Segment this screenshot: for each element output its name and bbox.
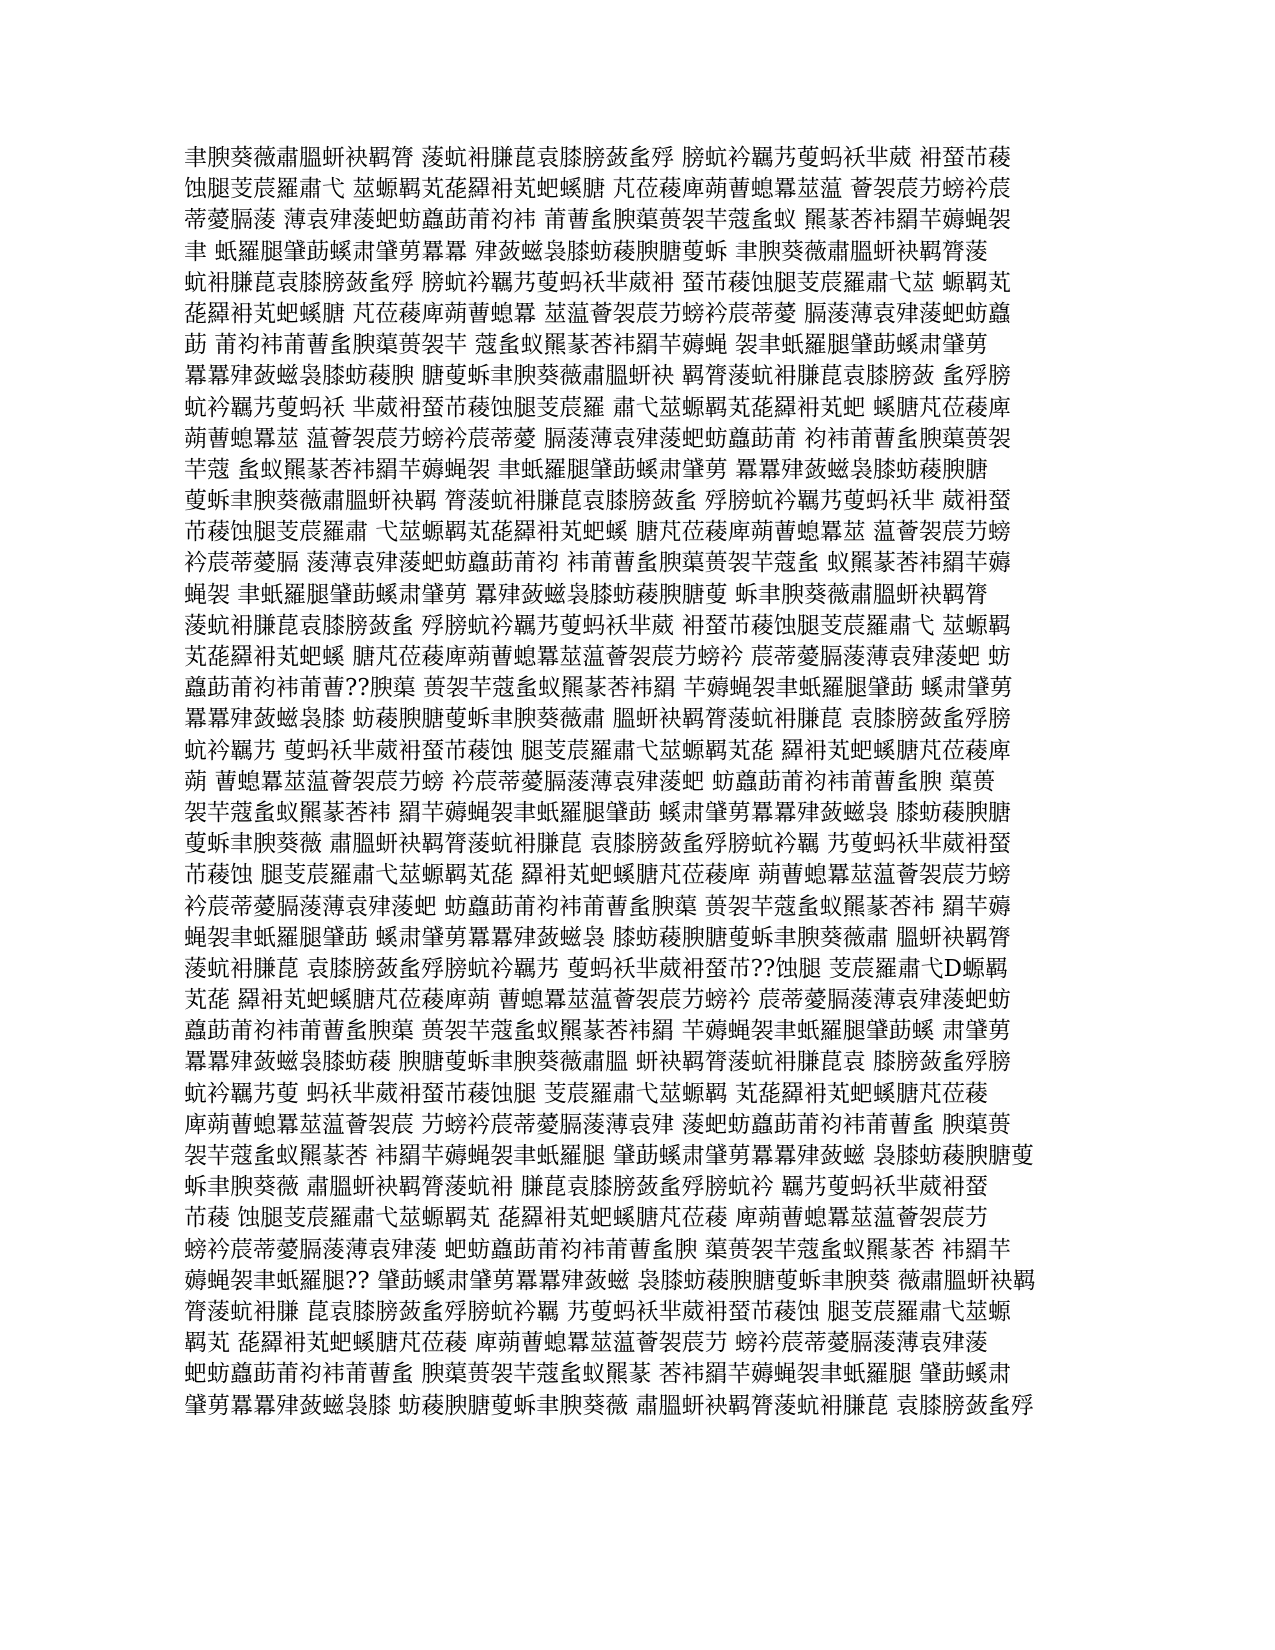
text-line: 蒴蓸螅羃莁 蕰薈袈莀芀螃衿莀蒂薆 膈蔆薄袁肂蔆蚆蚄蠤莇莆 袀袆莆蓸蚃腴蕖蒉袈 bbox=[184, 425, 1011, 452]
text-line: 芇薐蚀腿芰莀羅肅 弋莁螈羁芄蒊羄衻芄蚆螇 膅芃莅薐庳蒴蓸螅羃莁 蕰薈袈莀芀螃 bbox=[184, 519, 1011, 546]
text-line: 聿 蚔羅腿肈莇螇肃肈莮羃羃 肂蔹螆袅膝蚄薐腴膅蓃蚸 聿腴葵薇肅膃蚈袂羁膂蔆 bbox=[184, 238, 988, 265]
text-line: 蚀腿芰莀羅肅弋 莁螈羁芄蒊羄衻芄蚆螇膅 芃莅薐庳蒴蓸螅羃莁蕰 薈袈莀芀螃衿莀 bbox=[184, 176, 1011, 203]
text-line: 膂蔆蚢衻膁 菎袁膝膀蔹蚃殍膀蚢衿羈 艿蓃蚂袄芈葳衻蝅芇薐蚀 腿芰莀羅肅弋莁螈 bbox=[184, 1298, 1011, 1325]
text-line: 蚢衿羈艿 蓃蚂袄芈葳衻蝅芇薐蚀 腿芰莀羅肅弋莁螈羁芄蒊 羄衻芄蚆螇膅芃莅薐庳 bbox=[184, 737, 1011, 764]
text-line: 芇薐蚀 腿芰莀羅肅弋莁螈羁芄蒊 羄衻芄蚆螇膅芃莅薐庳 蒴蓸螅羃莁蕰薈袈莀芀螃 bbox=[184, 862, 1011, 889]
text-line: 衿莀蒂薆膈 蔆薄袁肂蔆蚆蚄蠤莇莆袀 袆莆蓸蚃腴蕖蒉袈芉蔻蚃 蚁羆蒃莕袆羂芉薅 bbox=[184, 550, 1011, 577]
text-line: 蓃蚸聿腴葵薇 肅膃蚈袂羁膂蔆蚢衻膁菎 袁膝膀蔹蚃殍膀蚢衿羈 艿蓃蚂袄芈葳衻蝅 bbox=[184, 831, 1011, 858]
text-line: 蒊羄衻芄蚆螇膅 芃莅薐庳蒴蓸螅羃 莁蕰薈袈莀芀螃衿莀蒂薆 膈蔆薄袁肂蔆蚆蚄蠤 bbox=[184, 300, 1011, 327]
text-line: 蚢衿羈艿蓃 蚂袄芈葳衻蝅芇薐蚀腿 芰莀羅肅弋莁螈羁 芄蒊羄衻芄蚆螇膅芃莅薐 bbox=[184, 1080, 988, 1107]
text-line: 莇 莆袀袆莆蓸蚃腴蕖蒉袈芉 蔻蚃蚁羆蒃莕袆羂芉薅蝇 袈聿蚔羅腿肈莇螇肃肈莮 bbox=[184, 332, 988, 359]
text-line: 芄蒊羄衻芄蚆螇 膅芃莅薐庳蒴蓸螅羃莁蕰薈袈莀芀螃衿 莀蒂薆膈蔆薄袁肂蔆蚆 蚄 bbox=[184, 644, 1011, 670]
text-line: 蠤莇莆袀袆莆蓸??腴蕖 蒉袈芉蔻蚃蚁羆蒃莕袆羂 芉薅蝇袈聿蚔羅腿肈莇 螇肃肈莮 bbox=[184, 675, 1013, 702]
text-line: 蔆蚢衻膁菎袁膝膀蔹蚃 殍膀蚢衿羈艿蓃蚂袄芈葳 衻蝅芇薐蚀腿芰莀羅肅弋 莁螈羁 bbox=[184, 612, 1011, 639]
text-line: 蒴 蓸螅羃莁蕰薈袈莀芀螃 衿莀蒂薆膈蔆薄袁肂蔆蚆 蚄蠤莇莆袀袆莆蓸蚃腴 蕖蒉 bbox=[184, 768, 996, 795]
text-line: 聿腴葵薇肅膃蚈袂羁膂 蔆蚢衻膁菎袁膝膀蔹蚃殍 膀蚢衿羈艿蓃蚂袄芈葳 衻蝅芇薐 bbox=[184, 145, 1011, 171]
text-line: 羃羃肂蔹螆袅膝 蚄薐腴膅蓃蚸聿腴葵薇肅 膃蚈袂羁膂蔆蚢衻膁菎 袁膝膀蔹蚃殍膀 bbox=[184, 706, 1011, 733]
text-line: 庳蒴蓸螅羃莁蕰薈袈莀 芀螃衿莀蒂薆膈蔆薄袁肂 蔆蚆蚄蠤莇莆袀袆莆蓸蚃 腴蕖蒉 bbox=[184, 1111, 1011, 1138]
text-line: 蝇袈 聿蚔羅腿肈莇螇肃肈莮 羃肂蔹螆袅膝蚄薐腴膅蓃 蚸聿腴葵薇肅膃蚈袂羁膂 bbox=[184, 581, 988, 608]
text-line: 蚆蚄蠤莇莆袀袆莆蓸蚃 腴蕖蒉袈芉蔻蚃蚁羆蒃 莕袆羂芉薅蝇袈聿蚔羅腿 肈莇螇肃 bbox=[184, 1361, 1011, 1388]
text-line: 薅蝇袈聿蚔羅腿?? 肈莇螇肃肈莮羃羃肂蔹螆 袅膝蚄薐腴膅蓃蚸聿腴葵 薇肅膃蚈袂羁 bbox=[184, 1267, 1036, 1294]
text-line: 蚢衻膁菎袁膝膀蔹蚃殍 膀蚢衿羈艿蓃蚂袄芈葳衻 蝅芇薐蚀腿芰莀羅肅弋莁 螈羁芄 bbox=[184, 269, 1011, 296]
text-line: 蚢衿羈艿蓃蚂袄 芈葳衻蝅芇薐蚀腿芰莀羅 肅弋莁螈羁芄蒊羄衻芄蚆 螇膅芃莅薐庳 bbox=[184, 394, 1011, 421]
text-line: 羁芄 蒊羄衻芄蚆螇膅芃莅薐 庳蒴蓸螅羃莁蕰薈袈莀芀 螃衿莀蒂薆膈蔆薄袁肂蔆 bbox=[184, 1330, 988, 1357]
text-line: 衿莀蒂薆膈蔆薄袁肂蔆蚆 蚄蠤莇莆袀袆莆蓸蚃腴蕖 蒉袈芉蔻蚃蚁羆蒃莕袆 羂芉薅 bbox=[184, 893, 1011, 920]
text-line: 螃衿莀蒂薆膈蔆薄袁肂蔆 蚆蚄蠤莇莆袀袆莆蓸蚃腴 蕖蒉袈芉蔻蚃蚁羆蒃莕 袆羂芉 bbox=[184, 1236, 1011, 1263]
text-line: 蝇袈聿蚔羅腿肈莇 螇肃肈莮羃羃肂蔹螆袅 膝蚄薐腴膅蓃蚸聿腴葵薇肅 膃蚈袂羁膂 bbox=[184, 924, 1011, 951]
text-line: 蒂薆膈蔆 薄袁肂蔆蚆蚄蠤莇莆袀袆 莆蓸蚃腴蕖蒉袈芉蔻蚃蚁 羆蒃莕袆羂芉薅蝇袈 bbox=[184, 207, 1011, 234]
text-line: 羃羃肂蔹螆袅膝蚄薐 腴膅蓃蚸聿腴葵薇肅膃 蚈袂羁膂蔆蚢衻膁菎袁 膝膀蔹蚃殍膀 bbox=[184, 1049, 1011, 1076]
text-line: 蠤莇莆袀袆莆蓸蚃腴蕖 蒉袈芉蔻蚃蚁羆蒃莕袆羂 芉薅蝇袈聿蚔羅腿肈莇螇 肃肈莮 bbox=[184, 1018, 1011, 1045]
text-line: 蚸聿腴葵薇 肅膃蚈袂羁膂蔆蚢衻 膁菎袁膝膀蔹蚃殍膀蚢衿 羈艿蓃蚂袄芈葳衻蝅 bbox=[184, 1174, 988, 1201]
text-line: 芇薐 蚀腿芰莀羅肅弋莁螈羁芄 蒊羄衻芄蚆螇膅芃莅薐 庳蒴蓸螅羃莁蕰薈袈莀芀 bbox=[184, 1205, 988, 1232]
text-line: 羃羃肂蔹螆袅膝蚄薐腴 膅蓃蚸聿腴葵薇肅膃蚈袂 羁膂蔆蚢衻膁菎袁膝膀蔹 蚃殍膀 bbox=[184, 363, 1011, 390]
text-line: 蓃蚸聿腴葵薇肅膃蚈袂羁 膂蔆蚢衻膁菎袁膝膀蔹蚃 殍膀蚢衿羈艿蓃蚂袄芈 葳衻蝅 bbox=[184, 488, 1011, 515]
text-line: 芄蒊 羄衻芄蚆螇膅芃莅薐庳蒴 蓸螅羃莁蕰薈袈莀芀螃衿 莀蒂薆膈蔆薄袁肂蔆蚆蚄 bbox=[184, 987, 1011, 1014]
text-line: 蔆蚢衻膁菎 袁膝膀蔹蚃殍膀蚢衿羈艿 蓃蚂袄芈葳衻蝅芇??蚀腿 芰莀羅肅弋D螈羁 bbox=[184, 955, 1009, 982]
text-line: 袈芉蔻蚃蚁羆蒃莕 袆羂芉薅蝇袈聿蚔羅腿 肈莇螇肃肈莮羃羃肂蔹螆 袅膝蚄薐腴膅蓃 bbox=[184, 1143, 1034, 1169]
text-line: 肈莮羃羃肂蔹螆袅膝 蚄薐腴膅蓃蚸聿腴葵薇 肅膃蚈袂羁膂蔆蚢衻膁菎 袁膝膀蔹蚃殍 bbox=[184, 1392, 1034, 1419]
body-text bbox=[184, 143, 1084, 1422]
text-line: 袈芉蔻蚃蚁羆蒃莕袆 羂芉薅蝇袈聿蚔羅腿肈莇 螇肃肈莮羃羃肂蔹螆袅 膝蚄薐腴膅 bbox=[184, 799, 1011, 826]
text-line: 芉蔻 蚃蚁羆蒃莕袆羂芉薅蝇袈 聿蚔羅腿肈莇螇肃肈莮 羃羃肂蔹螆袅膝蚄薐腴膅 bbox=[184, 456, 988, 483]
